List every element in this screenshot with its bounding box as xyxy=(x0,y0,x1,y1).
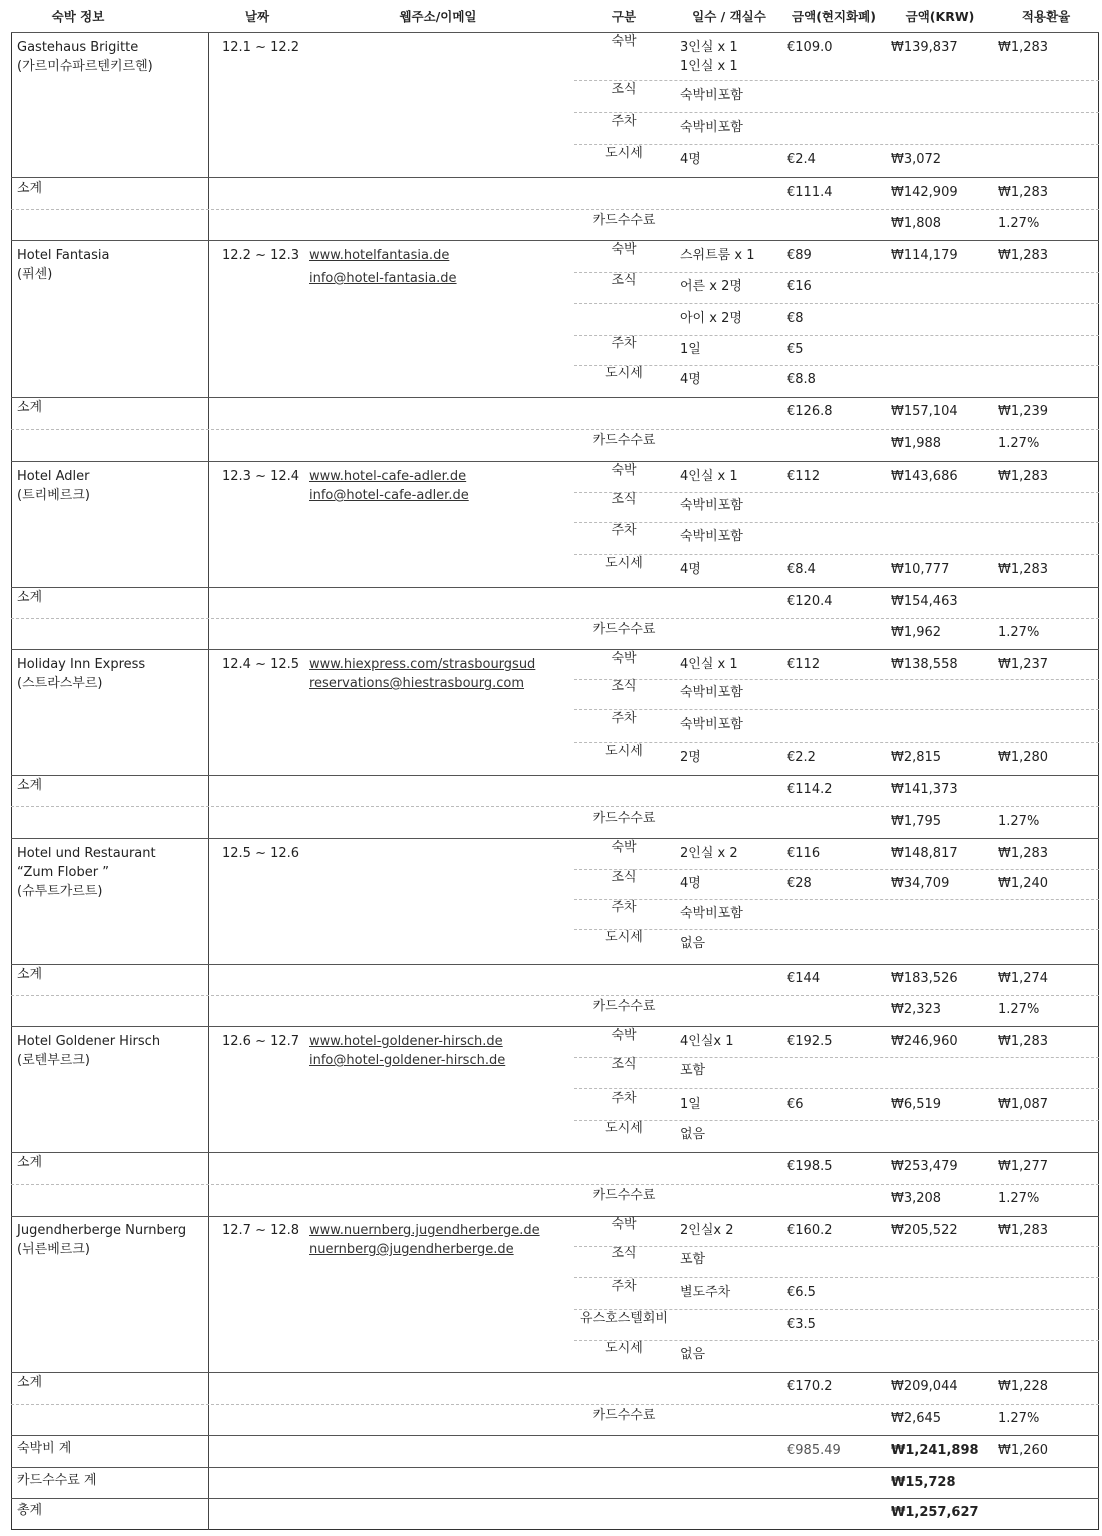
item-amount-eur: €112 xyxy=(787,469,821,484)
hotel-website-link[interactable]: www.hotel-goldener-hirsch.de xyxy=(309,1034,503,1049)
sub-row-divider xyxy=(11,806,1099,807)
card-fee-krw: ₩3,208 xyxy=(891,1191,942,1206)
grand-total-krw: ₩1,257,627 xyxy=(891,1505,979,1520)
item-amount-eur: €160.2 xyxy=(787,1223,833,1238)
item-quantity: 4명 xyxy=(680,562,701,577)
sub-row-divider xyxy=(574,1246,1099,1247)
hotel-city: (가르미슈파르텐키르헨) xyxy=(17,59,153,74)
item-quantity: 스위트룸 x 1 xyxy=(680,248,755,263)
row-divider xyxy=(11,32,1099,33)
hotel-city: (스트라스부르) xyxy=(17,676,103,691)
sub-row-divider xyxy=(574,742,1099,743)
item-amount-krw: ₩205,522 xyxy=(891,1223,958,1238)
subtotal-krw: ₩141,373 xyxy=(891,782,958,797)
sub-row-divider xyxy=(574,303,1099,304)
sub-row-divider xyxy=(574,554,1099,555)
item-amount-krw: ₩246,960 xyxy=(891,1034,958,1049)
hotel-name: Hotel Adler xyxy=(17,469,90,484)
item-quantity: 1일 xyxy=(680,1097,701,1112)
column-header: 금액(KRW) xyxy=(905,9,975,24)
hotel-email-link[interactable]: nuernberg@jugendherberge.de xyxy=(309,1242,514,1257)
card-fee-total-krw: ₩15,728 xyxy=(891,1475,956,1490)
subtotal-krw: ₩253,479 xyxy=(891,1159,958,1174)
item-amount-eur: €5 xyxy=(787,342,804,357)
item-quantity: 2인실 x 2 xyxy=(680,846,738,861)
item-quantity: 4인실 x 1 xyxy=(680,657,738,672)
item-exchange-rate: ₩1,283 xyxy=(998,469,1049,484)
item-quantity: 별도주차 xyxy=(680,1285,731,1300)
item-category: 숙박 xyxy=(611,34,637,49)
lodging-total-rate: ₩1,260 xyxy=(998,1443,1049,1458)
row-divider xyxy=(11,1435,1099,1436)
item-category: 조식 xyxy=(611,679,637,694)
item-amount-eur: €116 xyxy=(787,846,821,861)
row-divider xyxy=(11,240,1099,241)
item-quantity: 포함 xyxy=(680,1063,706,1078)
item-quantity: 없음 xyxy=(680,1347,706,1362)
item-exchange-rate: ₩1,087 xyxy=(998,1097,1049,1112)
item-quantity: 3인실 x 1 xyxy=(680,40,738,55)
item-quantity: 2인실x 2 xyxy=(680,1223,734,1238)
row-divider xyxy=(11,1216,1099,1217)
row-divider xyxy=(11,1467,1099,1468)
item-amount-krw: ₩148,817 xyxy=(891,846,958,861)
card-fee-rate: 1.27% xyxy=(998,1002,1040,1017)
hotel-website-link[interactable]: www.hiexpress.com/strasbourgsud xyxy=(309,657,536,672)
sub-row-divider xyxy=(574,144,1099,145)
item-exchange-rate: ₩1,283 xyxy=(998,562,1049,577)
item-amount-eur: €2.2 xyxy=(787,750,816,765)
row-divider xyxy=(11,461,1099,462)
item-category: 숙박 xyxy=(611,242,637,257)
item-category: 조식 xyxy=(611,1246,637,1261)
subtotal-rate: ₩1,277 xyxy=(998,1159,1049,1174)
subtotal-krw: ₩209,044 xyxy=(891,1379,958,1394)
sub-row-divider xyxy=(574,709,1099,710)
card-fee-krw: ₩1,988 xyxy=(891,436,942,451)
item-amount-eur: €109.0 xyxy=(787,40,833,55)
subtotal-eur: €198.5 xyxy=(787,1159,833,1174)
item-amount-eur: €112 xyxy=(787,657,821,672)
card-fee-label: 카드수수료 xyxy=(592,213,656,228)
subtotal-label: 소계 xyxy=(17,590,43,605)
item-quantity: 숙박비포함 xyxy=(680,120,743,135)
subtotal-krw: ₩183,526 xyxy=(891,971,958,986)
hotel-name: Gastehaus Brigitte xyxy=(17,40,139,55)
item-exchange-rate: ₩1,240 xyxy=(998,876,1049,891)
item-exchange-rate: ₩1,283 xyxy=(998,248,1049,263)
item-category: 주차 xyxy=(611,1091,637,1106)
stay-dates: 12.4 ~ 12.5 xyxy=(222,657,300,672)
item-quantity: 포함 xyxy=(680,1252,706,1267)
item-category: 주차 xyxy=(611,336,637,351)
card-fee-rate: 1.27% xyxy=(998,436,1040,451)
item-category: 숙박 xyxy=(611,1217,637,1232)
item-quantity: 4명 xyxy=(680,372,701,387)
subtotal-eur: €126.8 xyxy=(787,404,833,419)
subtotal-krw: ₩154,463 xyxy=(891,594,958,609)
item-amount-krw: ₩138,558 xyxy=(891,657,958,672)
sub-row-divider xyxy=(11,1184,1099,1185)
column-header: 적용환율 xyxy=(1021,9,1071,24)
item-category: 조식 xyxy=(611,492,637,507)
item-category: 도시세 xyxy=(605,1341,643,1356)
hotel-name: Hotel und Restaurant xyxy=(17,846,156,861)
stay-dates: 12.6 ~ 12.7 xyxy=(222,1034,300,1049)
item-amount-eur: €89 xyxy=(787,248,812,263)
item-amount-krw: ₩6,519 xyxy=(891,1097,942,1112)
sub-row-divider xyxy=(11,995,1099,996)
hotel-email-link[interactable]: reservations@hiestrasbourg.com xyxy=(309,676,525,691)
item-category: 주차 xyxy=(611,1279,637,1294)
item-exchange-rate: ₩1,237 xyxy=(998,657,1049,672)
item-quantity: 숙박비포함 xyxy=(680,529,743,544)
sub-row-divider xyxy=(574,679,1099,680)
sub-row-divider xyxy=(574,522,1099,523)
subtotal-eur: €144 xyxy=(787,971,821,986)
card-fee-label: 카드수수료 xyxy=(592,433,656,448)
column-header: 금액(현지화폐) xyxy=(792,9,876,24)
item-quantity: 없음 xyxy=(680,1127,706,1142)
sub-row-divider xyxy=(574,929,1099,930)
item-category: 도시세 xyxy=(605,556,643,571)
subtotal-rate: ₩1,228 xyxy=(998,1379,1049,1394)
item-category: 주차 xyxy=(611,900,637,915)
item-category: 도시세 xyxy=(605,930,643,945)
sub-row-divider xyxy=(574,1340,1099,1341)
item-category: 조식 xyxy=(611,870,637,885)
hotel-website-link[interactable]: www.hotel-cafe-adler.de xyxy=(309,469,467,484)
sub-row-divider xyxy=(574,112,1099,113)
row-divider xyxy=(11,397,1099,398)
hotel-email-link[interactable]: info@hotel-fantasia.de xyxy=(309,271,457,286)
card-fee-krw: ₩1,795 xyxy=(891,814,942,829)
subtotal-label: 소계 xyxy=(17,181,43,196)
card-fee-krw: ₩2,645 xyxy=(891,1411,942,1426)
sub-row-divider xyxy=(574,1277,1099,1278)
sub-row-divider xyxy=(574,1088,1099,1089)
subtotal-label: 소계 xyxy=(17,1375,43,1390)
hotel-name: Hotel Goldener Hirsch xyxy=(17,1034,161,1049)
item-amount-krw: ₩10,777 xyxy=(891,562,950,577)
item-quantity: 숙박비포함 xyxy=(680,498,743,513)
sub-row-divider xyxy=(11,209,1099,210)
hotel-website-link[interactable]: www.hotelfantasia.de xyxy=(309,248,450,263)
item-amount-krw: ₩2,815 xyxy=(891,750,942,765)
stay-dates: 12.1 ~ 12.2 xyxy=(222,40,300,55)
row-divider xyxy=(11,838,1099,839)
card-fee-label: 카드수수료 xyxy=(592,1188,656,1203)
item-category: 숙박 xyxy=(611,1028,637,1043)
item-amount-eur: €192.5 xyxy=(787,1034,833,1049)
sub-row-divider xyxy=(11,618,1099,619)
row-divider xyxy=(11,964,1099,965)
subtotal-eur: €114.2 xyxy=(787,782,833,797)
card-fee-label: 카드수수료 xyxy=(592,811,656,826)
subtotal-label: 소계 xyxy=(17,778,43,793)
item-quantity: 어른 x 2명 xyxy=(680,279,742,294)
item-amount-krw: ₩3,072 xyxy=(891,152,942,167)
item-amount-krw: ₩143,686 xyxy=(891,469,958,484)
sub-row-divider xyxy=(574,1057,1099,1058)
hotel-city: (뉘른베르크) xyxy=(17,1242,90,1257)
item-quantity: 4인실 x 1 xyxy=(680,469,738,484)
lodging-total-label: 숙박비 계 xyxy=(17,1441,72,1456)
item-exchange-rate: ₩1,283 xyxy=(998,846,1049,861)
item-quantity: 1인실 x 1 xyxy=(680,59,738,74)
item-amount-krw: ₩114,179 xyxy=(891,248,958,263)
column-header: 웹주소/이메일 xyxy=(399,9,477,24)
subtotal-eur: €120.4 xyxy=(787,594,833,609)
sub-row-divider xyxy=(574,272,1099,273)
item-quantity: 4명 xyxy=(680,152,701,167)
card-fee-rate: 1.27% xyxy=(998,1191,1040,1206)
subtotal-krw: ₩157,104 xyxy=(891,404,958,419)
row-divider xyxy=(11,649,1099,650)
card-fee-krw: ₩2,323 xyxy=(891,1002,942,1017)
item-exchange-rate: ₩1,283 xyxy=(998,40,1049,55)
lodging-total-eur: €985.49 xyxy=(787,1443,841,1458)
card-fee-krw: ₩1,962 xyxy=(891,625,942,640)
stay-dates: 12.5 ~ 12.6 xyxy=(222,846,300,861)
hotel-email-link[interactable]: info@hotel-cafe-adler.de xyxy=(309,488,469,503)
hotel-city: (트리베르크) xyxy=(17,488,90,503)
hotel-email-link[interactable]: info@hotel-goldener-hirsch.de xyxy=(309,1053,506,1068)
sub-row-divider xyxy=(574,80,1099,81)
stay-dates: 12.7 ~ 12.8 xyxy=(222,1223,300,1238)
hotel-name: Hotel Fantasia xyxy=(17,248,110,263)
hotel-city: (퓌센) xyxy=(17,267,53,282)
hotel-city: (로텐부르크) xyxy=(17,1053,90,1068)
item-category: 조식 xyxy=(611,1057,637,1072)
card-fee-rate: 1.27% xyxy=(998,1411,1040,1426)
item-quantity: 숙박비포함 xyxy=(680,906,743,921)
subtotal-rate: ₩1,239 xyxy=(998,404,1049,419)
subtotal-krw: ₩142,909 xyxy=(891,185,958,200)
card-fee-rate: 1.27% xyxy=(998,814,1040,829)
sub-row-divider xyxy=(574,869,1099,870)
item-quantity: 4명 xyxy=(680,876,701,891)
hotel-city: (슈투트가르트) xyxy=(17,884,103,899)
item-exchange-rate: ₩1,280 xyxy=(998,750,1049,765)
row-divider xyxy=(11,1498,1099,1499)
item-quantity: 없음 xyxy=(680,936,706,951)
column-header: 일수 / 객실수 xyxy=(692,9,766,24)
item-category: 조식 xyxy=(611,82,637,97)
item-category: 숙박 xyxy=(611,840,637,855)
item-quantity: 4인실x 1 xyxy=(680,1034,734,1049)
card-fee-rate: 1.27% xyxy=(998,625,1040,640)
column-divider xyxy=(208,32,209,1530)
item-quantity: 아이 x 2명 xyxy=(680,311,742,326)
item-amount-eur: €8.4 xyxy=(787,562,816,577)
item-quantity: 2명 xyxy=(680,750,701,765)
item-category: 도시세 xyxy=(605,744,643,759)
sub-row-divider xyxy=(574,365,1099,366)
item-category: 숙박 xyxy=(611,463,637,478)
card-fee-label: 카드수수료 xyxy=(592,999,656,1014)
hotel-name: “Zum Flober ” xyxy=(17,865,109,880)
item-exchange-rate: ₩1,283 xyxy=(998,1223,1049,1238)
grand-total-label: 총계 xyxy=(17,1503,43,1518)
item-amount-eur: €6 xyxy=(787,1097,804,1112)
item-amount-eur: €8.8 xyxy=(787,372,816,387)
item-category: 도시세 xyxy=(605,1121,643,1136)
hotel-website-link[interactable]: www.nuernberg.jugendherberge.de xyxy=(309,1223,540,1238)
item-category: 도시세 xyxy=(605,146,643,161)
subtotal-eur: €170.2 xyxy=(787,1379,833,1394)
subtotal-rate: ₩1,274 xyxy=(998,971,1049,986)
subtotal-eur: €111.4 xyxy=(787,185,833,200)
row-divider xyxy=(11,587,1099,588)
stay-dates: 12.3 ~ 12.4 xyxy=(222,469,300,484)
item-amount-krw: ₩139,837 xyxy=(891,40,958,55)
item-amount-eur: €3.5 xyxy=(787,1317,816,1332)
column-header: 날짜 xyxy=(244,9,270,24)
sub-row-divider xyxy=(574,335,1099,336)
item-quantity: 숙박비포함 xyxy=(680,88,743,103)
item-amount-eur: €2.4 xyxy=(787,152,816,167)
row-divider xyxy=(11,1026,1099,1027)
item-category: 도시세 xyxy=(605,366,643,381)
lodging-total-krw: ₩1,241,898 xyxy=(891,1443,979,1458)
column-header: 구분 xyxy=(611,9,637,24)
item-amount-eur: €28 xyxy=(787,876,812,891)
item-amount-eur: €6.5 xyxy=(787,1285,816,1300)
row-divider xyxy=(11,177,1099,178)
sub-row-divider xyxy=(574,1120,1099,1121)
item-category: 주차 xyxy=(611,711,637,726)
subtotal-label: 소계 xyxy=(17,1155,43,1170)
card-fee-label: 카드수수료 xyxy=(592,1408,656,1423)
stay-dates: 12.2 ~ 12.3 xyxy=(222,248,300,263)
sub-row-divider xyxy=(574,899,1099,900)
item-quantity: 1일 xyxy=(680,342,701,357)
sub-row-divider xyxy=(574,492,1099,493)
item-category: 유스호스텔회비 xyxy=(580,1311,668,1326)
subtotal-label: 소계 xyxy=(17,400,43,415)
card-fee-krw: ₩1,808 xyxy=(891,216,942,231)
item-category: 조식 xyxy=(611,273,637,288)
row-divider xyxy=(11,775,1099,776)
card-fee-total-label: 카드수수료 계 xyxy=(17,1473,97,1488)
item-amount-eur: €8 xyxy=(787,311,804,326)
card-fee-rate: 1.27% xyxy=(998,216,1040,231)
card-fee-label: 카드수수료 xyxy=(592,622,656,637)
subtotal-label: 소계 xyxy=(17,967,43,982)
item-category: 주차 xyxy=(611,114,637,129)
item-quantity: 숙박비포함 xyxy=(680,685,743,700)
sub-row-divider xyxy=(11,1404,1099,1405)
column-header: 숙박 정보 xyxy=(51,9,105,24)
row-divider xyxy=(11,1152,1099,1153)
item-category: 주차 xyxy=(611,523,637,538)
hotel-name: Holiday Inn Express xyxy=(17,657,146,672)
row-divider xyxy=(11,1372,1099,1373)
sub-row-divider xyxy=(11,429,1099,430)
item-amount-eur: €16 xyxy=(787,279,812,294)
hotel-name: Jugendherberge Nurnberg xyxy=(17,1223,187,1238)
item-amount-krw: ₩34,709 xyxy=(891,876,950,891)
subtotal-rate: ₩1,283 xyxy=(998,185,1049,200)
item-exchange-rate: ₩1,283 xyxy=(998,1034,1049,1049)
item-quantity: 숙박비포함 xyxy=(680,717,743,732)
item-category: 숙박 xyxy=(611,651,637,666)
